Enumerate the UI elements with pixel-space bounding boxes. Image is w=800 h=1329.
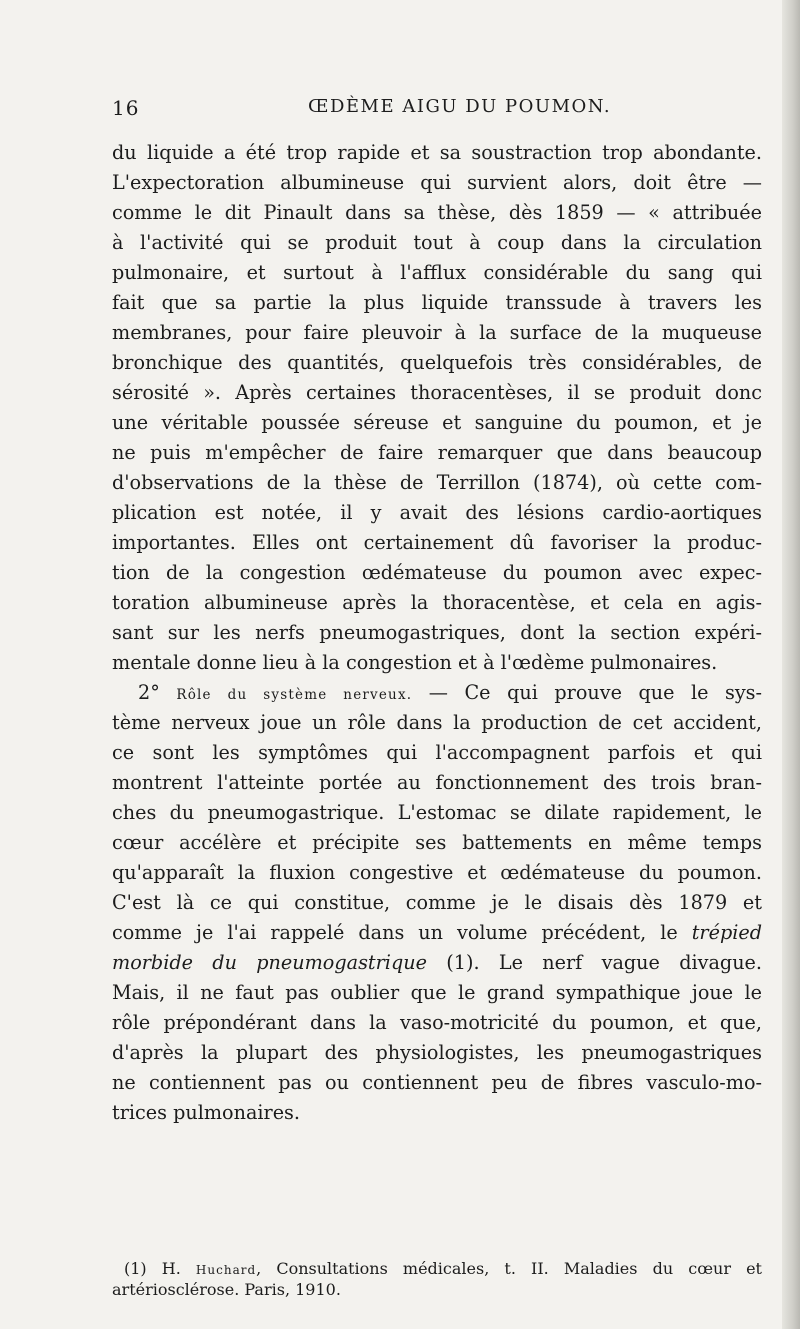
text-line: mentale donne lieu à la congestion et à l'œdème pulmonaires. bbox=[112, 651, 718, 674]
footnote-line bbox=[112, 1258, 762, 1279]
text-line: rôle prépondérant dans la vaso-motricité du poumon, et que, bbox=[112, 1011, 762, 1034]
text-line: ce sont les symptômes qui l'accompagnent parfois et qui bbox=[112, 741, 762, 764]
text-line: toration albumineuse après la thoracentèse, et cela en agis- bbox=[112, 591, 762, 614]
section-number: 2° bbox=[138, 681, 160, 704]
text-line: fait que sa partie la plus liquide transsude à travers les bbox=[112, 291, 762, 314]
italic-term: morbide du pneumogastrique bbox=[112, 951, 427, 974]
text-line: bronchique des quantités, quelquefois très considérables, de bbox=[112, 351, 762, 374]
text-line: d'observations de la thèse de Terrillon (1874), où cette com- bbox=[112, 471, 762, 494]
footnote bbox=[112, 1258, 762, 1300]
section-heading: Rôle du système nerveux. bbox=[176, 687, 413, 703]
text-line: sérosité ». Après certaines thoracentèses, il se produit donc bbox=[112, 381, 762, 404]
text-line: sant sur les nerfs pneumogastriques, dont la section expéri- bbox=[112, 621, 762, 644]
footnote-marker: (1) H. bbox=[124, 1259, 181, 1278]
text-line: plication est notée, il y avait des lésions cardio-aortiques bbox=[112, 501, 762, 524]
text-line: d'après la plupart des physiologistes, les pneumogastriques bbox=[112, 1041, 762, 1064]
text-line-with-italic bbox=[112, 948, 762, 978]
footnote-line: artériosclérose. Paris, 1910. bbox=[112, 1280, 341, 1299]
footnote-author: Huchard bbox=[195, 1263, 257, 1277]
page-edge-shadow bbox=[782, 0, 800, 1329]
text-line: du liquide a été trop rapide et sa soustraction trop abondante. bbox=[112, 141, 762, 164]
text-line: membranes, pour faire pleuvoir à la surface de la muqueuse bbox=[112, 321, 762, 344]
page-number: 16 bbox=[112, 96, 140, 120]
text-line: Mais, il ne faut pas oublier que le grand sympathique joue le bbox=[112, 981, 762, 1004]
text-line: une véritable poussée séreuse et sanguine du poumon, et je bbox=[112, 411, 762, 434]
text-line: cœur accélère et précipite ses battements en même temps bbox=[112, 831, 762, 854]
text-line: ne puis m'empêcher de faire remarquer que dans beaucoup bbox=[112, 441, 762, 464]
text-line: ches du pneumogastrique. L'estomac se dilate rapidement, le bbox=[112, 801, 762, 824]
italic-term: trépied bbox=[691, 921, 762, 944]
text-line: importantes. Elles ont certainement dû favoriser la produc- bbox=[112, 531, 762, 554]
body-text bbox=[112, 138, 762, 1128]
text-line: C'est là ce qui constitue, comme je le disais dès 1879 et bbox=[112, 891, 762, 914]
footnote-text: , Consultations médicales, t. II. Maladies du cœur et bbox=[256, 1259, 762, 1278]
text-line: tion de la congestion œdémateuse du poumon avec expec- bbox=[112, 561, 762, 584]
text-line: L'expectoration albumineuse qui survient alors, doit être — bbox=[112, 171, 762, 194]
text-segment: (1). Le nerf vague divague. bbox=[446, 951, 762, 974]
text-segment: comme je l'ai rappelé dans un volume précédent, le bbox=[112, 921, 678, 944]
text-line: pulmonaire, et surtout à l'afflux considérable du sang qui bbox=[112, 261, 762, 284]
text-line: comme le dit Pinault dans sa thèse, dès 1859 — « attribuée bbox=[112, 201, 762, 224]
text-line: tème nerveux joue un rôle dans la production de cet accident, bbox=[112, 711, 762, 734]
text-line: à l'activité qui se produit tout à coup dans la circulation bbox=[112, 231, 762, 254]
text-line: ne contiennent pas ou contiennent peu de fibres vasculo-mo- bbox=[112, 1071, 762, 1094]
section-heading-line bbox=[112, 678, 762, 708]
text-line: qu'apparaît la fluxion congestive et œdémateuse du poumon. bbox=[112, 861, 762, 884]
running-title: ŒDÈME AIGU DU POUMON. bbox=[308, 96, 612, 117]
text-line: montrent l'atteinte portée au fonctionnement des trois bran- bbox=[112, 771, 762, 794]
text-line: trices pulmonaires. bbox=[112, 1101, 300, 1124]
section-intro: — Ce qui prouve que le sys- bbox=[428, 681, 762, 704]
text-line-with-italic bbox=[112, 918, 762, 948]
running-head bbox=[112, 96, 762, 120]
